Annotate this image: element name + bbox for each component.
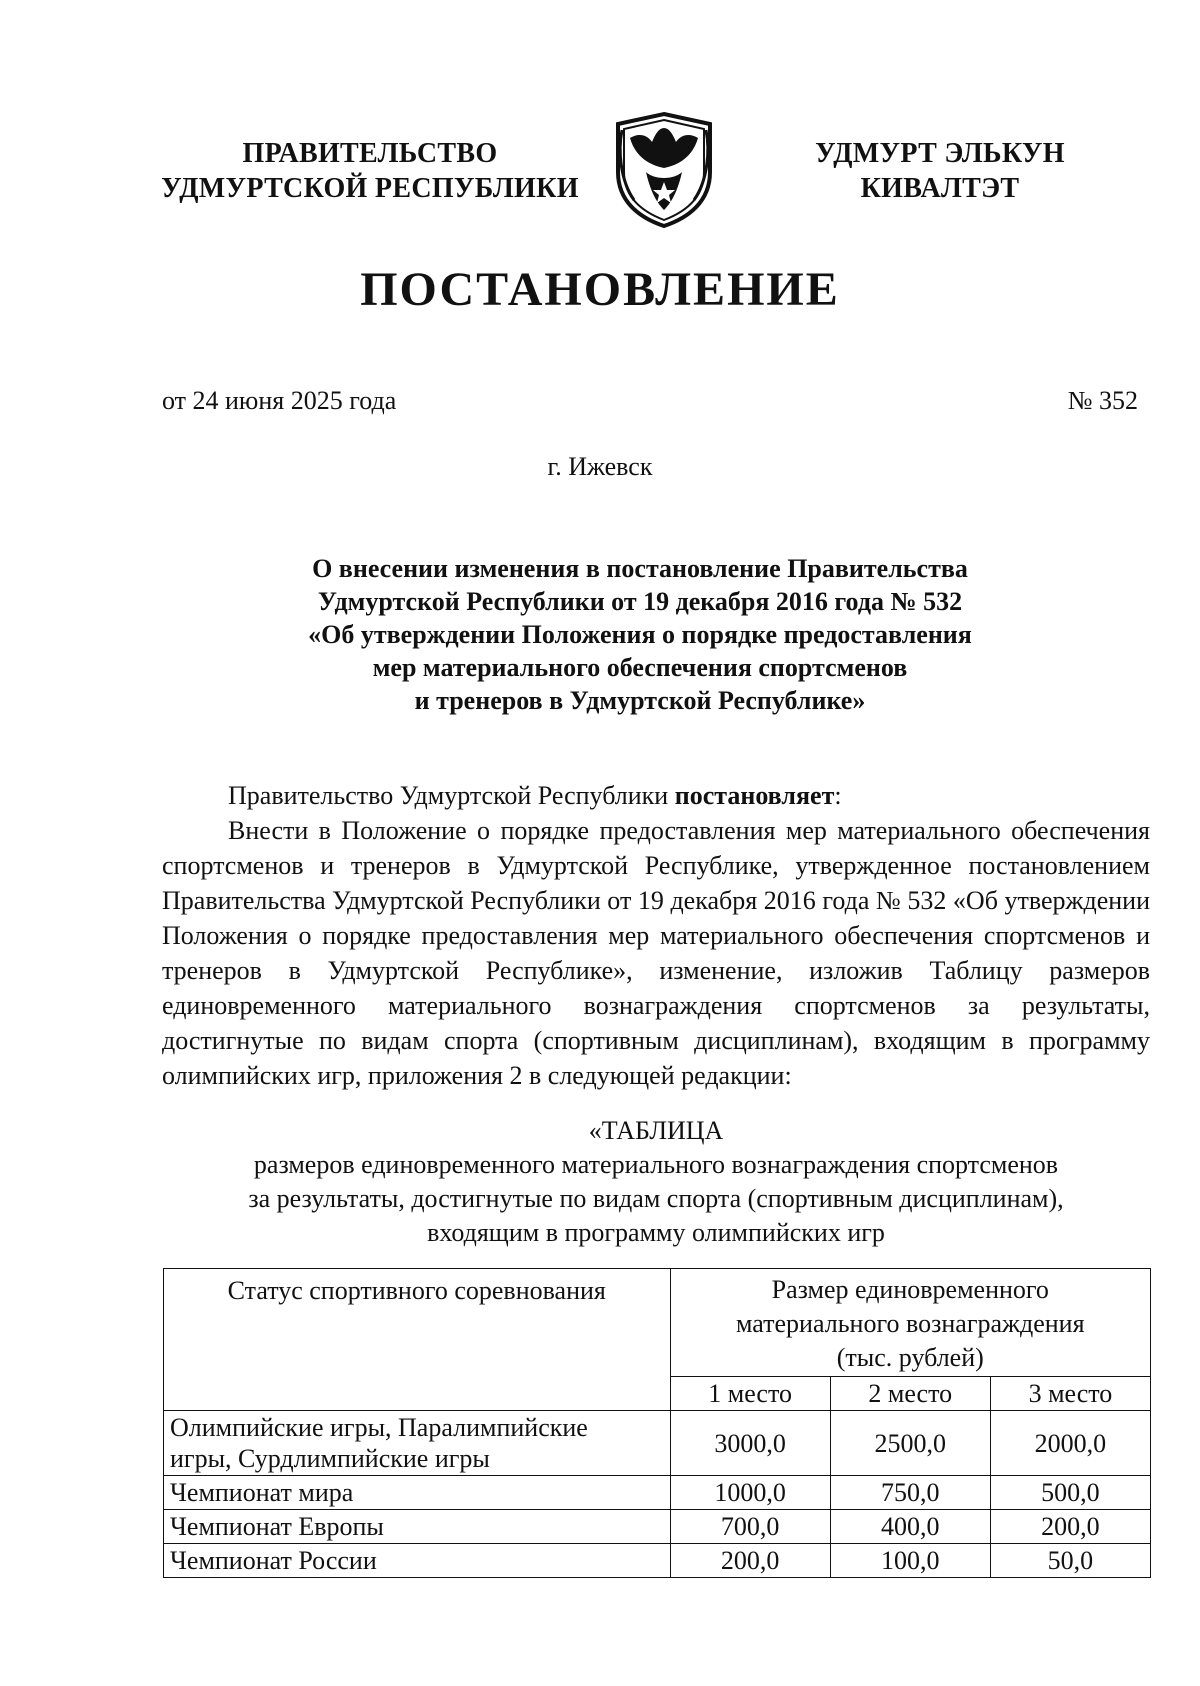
subject-line: и тренеров в Удмуртской Республике» xyxy=(414,686,866,715)
reward-3rd-place: 2000,0 xyxy=(990,1411,1150,1476)
reward-1st-place: 1000,0 xyxy=(670,1476,830,1510)
column-header-reward-size-unit: (тыс. рублей) xyxy=(836,1343,984,1372)
column-header-reward-size xyxy=(670,1269,1150,1377)
document-subject xyxy=(160,552,1120,717)
subject-line: Удмуртской Республики от 19 декабря 2016 года № 532 xyxy=(317,587,963,616)
document-number: № 352 xyxy=(1067,386,1138,415)
subject-line: мер материального обеспечения спортсменов xyxy=(372,653,908,682)
reward-2nd-place: 750,0 xyxy=(830,1476,990,1510)
column-header-1st-place: 1 место xyxy=(670,1377,830,1411)
udmurt-coat-of-arms-icon xyxy=(610,110,718,228)
reward-3rd-place: 50,0 xyxy=(990,1544,1150,1578)
subject-line: О внесении изменения в постановление Правительства xyxy=(312,554,968,583)
column-header-3rd-place: 3 место xyxy=(990,1377,1150,1411)
resolution-paragraph: Внести в Положение о порядке предоставления мер материального обеспечения спортсменов и тренеров в Удмуртской Республике, утвержденное постановлением Правительства Удмуртской Республики от 19 декабря 2016 года № 532 «Об утверждении Положения о порядке предоставления мер материального обеспечения спортсменов и тренеров в Удмуртской Республике», изменение, изложив Таблицу размеров единовременного материального вознаграждения спортсменов за результаты, достигнутые по видам спорта (спортивным дисциплинам), входящим в программу олимпийских игр, приложения 2 в следующей редакции: xyxy=(162,816,1150,1090)
resolution-intro xyxy=(162,778,1150,813)
table-caption-line: входящим в программу олимпийских игр xyxy=(427,1218,885,1247)
document-title: ПОСТАНОВЛЕНИЕ xyxy=(360,263,840,316)
table-row xyxy=(164,1476,1151,1510)
document-date: от 24 июня 2025 года xyxy=(162,386,397,415)
government-name-russian-line2: УДМУРТСКОЙ РЕСПУБЛИКИ xyxy=(161,173,579,204)
competition-name-line: игры, Сурдлимпийские игры xyxy=(170,1444,490,1473)
table-row xyxy=(164,1411,1151,1476)
resolution-intro-colon: : xyxy=(834,781,842,810)
competition-name: Чемпионат Европы xyxy=(164,1510,671,1544)
government-name-russian xyxy=(150,136,590,206)
column-header-2nd-place: 2 место xyxy=(830,1377,990,1411)
reward-1st-place: 700,0 xyxy=(670,1510,830,1544)
government-name-udmurt xyxy=(790,136,1090,206)
resolution-verb: постановляет xyxy=(674,781,835,810)
government-name-udmurt-line2: КИВАЛТЭТ xyxy=(860,173,1020,204)
column-header-reward-size-line: материального вознаграждения xyxy=(736,1309,1085,1338)
competition-name xyxy=(164,1411,671,1476)
subject-line: «Об утверждении Положения о порядке предоставления xyxy=(308,620,972,649)
reward-2nd-place: 400,0 xyxy=(830,1510,990,1544)
competition-name: Чемпионат России xyxy=(164,1544,671,1578)
reward-3rd-place: 200,0 xyxy=(990,1510,1150,1544)
table-row xyxy=(164,1544,1151,1578)
reward-2nd-place: 2500,0 xyxy=(830,1411,990,1476)
resolution-intro-text: Правительство Удмуртской Республики xyxy=(228,781,675,810)
column-header-status: Статус спортивного соревнования xyxy=(164,1269,671,1411)
reward-table xyxy=(163,1268,1151,1578)
competition-name: Чемпионат мира xyxy=(164,1476,671,1510)
column-header-reward-size-line: Размер единовременного xyxy=(771,1275,1049,1304)
table-caption xyxy=(162,1114,1150,1250)
competition-name-line: Олимпийские игры, Паралимпийские xyxy=(170,1413,588,1442)
reward-1st-place: 3000,0 xyxy=(670,1411,830,1476)
table-caption-heading: «ТАБЛИЦА xyxy=(588,1116,724,1145)
document-body xyxy=(162,778,1150,1093)
reward-3rd-place: 500,0 xyxy=(990,1476,1150,1510)
reward-1st-place: 200,0 xyxy=(670,1544,830,1578)
government-name-russian-line1: ПРАВИТЕЛЬСТВО xyxy=(242,138,498,169)
document-city: г. Ижевск xyxy=(547,452,653,481)
table-caption-line: размеров единовременного материального вознаграждения спортсменов xyxy=(253,1150,1059,1179)
table-header-row xyxy=(164,1269,1151,1377)
table-caption-line: за результаты, достигнутые по видам спорта (спортивным дисциплинам), xyxy=(248,1184,1064,1213)
government-name-udmurt-line1: УДМУРТ ЭЛЬКУН xyxy=(815,138,1065,169)
reward-2nd-place: 100,0 xyxy=(830,1544,990,1578)
table-row xyxy=(164,1510,1151,1544)
